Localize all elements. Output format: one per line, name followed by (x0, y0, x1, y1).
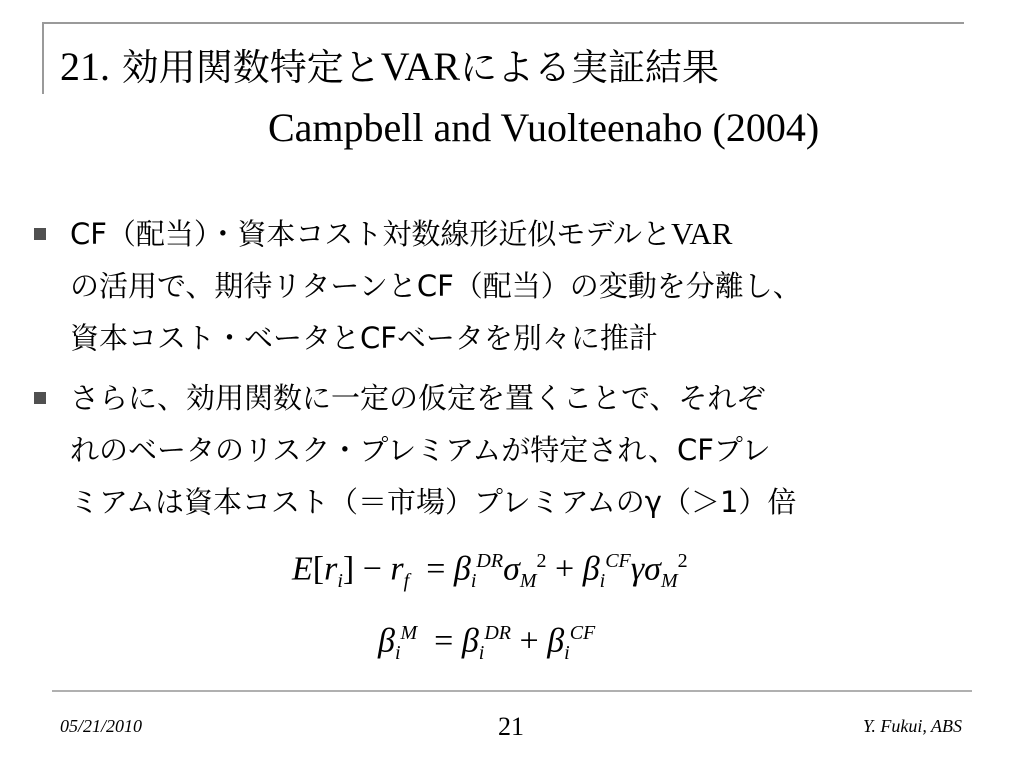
title-japanese: 効用関数特定と (110, 46, 381, 89)
bullet-1-var: VAR (670, 216, 733, 251)
bullet-list (34, 208, 1004, 536)
bullet-2-line-2: れのベータのリスク・プレミアムが特定され、CFプレ (70, 433, 771, 467)
footer-rule (52, 690, 972, 692)
slide-title (60, 42, 719, 93)
title-number: 21. (60, 44, 110, 89)
title-frame-left-rule (42, 22, 44, 94)
equation-beta-decomposition: $\beta_i^M = \beta_i^{DR} + \beta_i^{CF}$ (378, 622, 596, 665)
bullet-square-icon (34, 392, 46, 404)
equation-block (0, 540, 1024, 690)
footer-author: Y. Fukui, ABS (862, 716, 962, 736)
title-frame-top-rule (42, 22, 964, 24)
page-number: 21 (498, 712, 524, 741)
bullet-1-line-3: 資本コスト・ベータとCFベータを別々に推計 (70, 321, 658, 355)
bullet-square-icon (34, 228, 46, 240)
footer-date: 05/21/2010 (60, 716, 143, 736)
title-var: VAR (380, 44, 461, 89)
bullet-item-1 (34, 208, 1004, 364)
bullet-1-line-1-text: CF（配当）・資本コスト対数線形近似モデルと (70, 217, 671, 251)
bullet-2-line-1: さらに、効用関数に一定の仮定を置くことで、それぞ (70, 381, 766, 415)
title-tail: による実証結果 (460, 46, 720, 89)
bullet-1-line-2: の活用で、期待リターンとCF（配当）の変動を分離し、 (70, 269, 802, 303)
bullet-2-line-3: ミアムは資本コスト（＝市場）プレミアムのγ（＞1）倍 (70, 485, 797, 519)
bullet-1-line-1 (70, 208, 1004, 260)
slide-subtitle: Campbell and Vuolteenaho (2004) (268, 105, 820, 150)
bullet-item-2 (34, 372, 1004, 528)
equation-expected-return: $E[r_i] - r_f = \beta_i^{DR}\sigma_M^2 + \beta_i^{CF}\gamma\sigma_M^2$ (292, 550, 688, 593)
